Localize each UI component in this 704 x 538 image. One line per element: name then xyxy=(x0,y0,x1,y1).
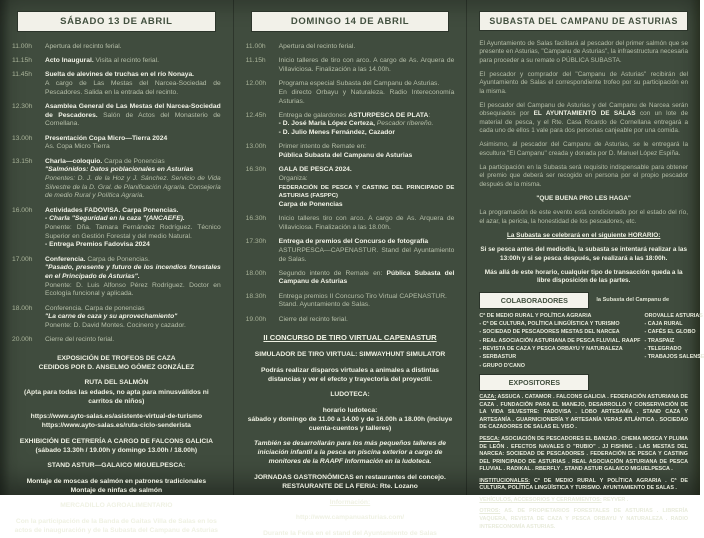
list-item: - SERBASTUR xyxy=(479,354,517,361)
paragraph: El Ayuntamiento de Salas facilitará al pescador del primer salmón que se presente en Asturias, "Campanu de Asturias", la infraestructura necesaria para proceder a su remate o PÚBLICA SUBASTA. xyxy=(479,40,689,64)
schedule-description xyxy=(279,112,455,138)
schedule-line: "Salmónidos: Datos poblacionales en Asturias xyxy=(45,166,194,174)
schedule-entry xyxy=(12,43,221,52)
paragraph: La programación de este evento está condicionado por el estado del río, el azar, la pericia, la honestidad de los pescadores, etc. xyxy=(479,209,689,225)
schedule-entry xyxy=(246,238,455,264)
schedule-time: 11.45h xyxy=(12,71,32,79)
collaborators-label: COLABORADORES xyxy=(479,292,589,309)
schedule-line: Conferencia. Carpa de ponencias xyxy=(45,304,145,312)
paragraph: CAZA: ASSUCA . CATAMOR . FALCONS GALICIA . FEDERACIÓN ASTURIANA DE CAZA . FUNDACIÓN PARA EL MANEJO, DESARROLLO Y CONSERVACIÓN DE LA VIDA SILVESTRE: FADOVISA . LOBO ARTESANÍA . STAND CAZA Y ARTESANÍA . GUARNICIONERÍA Y ARTESANÍA VERAS ATLÁNTICA . SOCIEDAD DE CAZADORES DE SALAS EL VISO . xyxy=(479,394,689,431)
schedule-line: A cargo de Las Mestas del Narcea-Sociedad de Pescadores. Salida en la entrada del recinto. xyxy=(45,80,221,96)
schedule-description xyxy=(45,336,221,345)
schedule-time: 16.30h xyxy=(245,215,267,223)
info-line: Montaje de ninfas de salmón xyxy=(70,486,163,494)
sunday-schedule xyxy=(246,43,455,324)
schedule-line: Ponente: D. Luis Alfonso Pérez Rodríguez. Doctor en Ecología funcional y aplicada. xyxy=(45,281,221,298)
info-line: EXPOSICIÓN DE TROFEOS DE CAZA xyxy=(57,354,176,362)
schedule-description xyxy=(279,57,455,74)
list-item: - TELEGRADO xyxy=(644,346,682,353)
column-auction xyxy=(466,0,704,530)
schedule-description xyxy=(279,316,455,325)
schedule-line: Inicio talleres tiro con arco. A cargo de As. Arquera de Villaviciosa. Finalización a las 18.00h. xyxy=(278,215,455,231)
list-item: - GRUPO D'CANO xyxy=(479,362,525,369)
info-line: SIMULADOR DE TIRO VIRTUAL: SIMWAYHUNT SIMULATOR xyxy=(254,351,446,359)
collaborators-lists xyxy=(479,312,704,371)
schedule-entry xyxy=(12,256,221,300)
schedule-entry xyxy=(246,57,455,74)
info-line: Con la participación de la Banda de Gaitas Villa de Salas en los actos de inauguración y de la Subasta del Campanu de Asturias xyxy=(14,518,219,535)
schedule-line: Cierre del recinto ferial. xyxy=(45,336,115,344)
schedule-entry xyxy=(246,80,455,106)
info-line: horario ludoteca: xyxy=(322,406,378,414)
schedule-line: "Pasado, presente y futuro de los incendios forestales en el Principado de Asturias". xyxy=(45,264,221,280)
collaborators-suffix: la Subasta del Campanu de xyxy=(596,297,670,304)
schedule-description xyxy=(279,270,455,287)
paragraph: VEHÍCULOS, ACCESORIOS Y CERRAMIENTOS: REYVER . xyxy=(479,496,629,503)
schedule-description xyxy=(279,143,455,160)
paragraph: El pescador del Campanu de Asturias y del Campanu de Narcea serán obsequiados por EL AYUNTAMIENTO DE SALAS con un lote de material de pesca, y el Rte. Casa Ricardo de Cornellana entregará a cada uno de ellos 1 vale para dos personas canjeable por una comida. xyxy=(479,101,689,134)
schedule-line: FEDERACIÓN DE PESCA Y CASTING DEL PRINCIPADO DE ASTURIAS (FASPPC) xyxy=(278,184,455,200)
section-title-saturday: SÁBADO 13 DE ABRIL xyxy=(17,11,216,32)
schedule-line: ASTURPESCA—CAPENASTUR. Stand del Ayuntamiento de Salas. xyxy=(278,246,455,263)
schedule-description xyxy=(45,207,221,251)
info-line: Información: xyxy=(329,498,371,506)
schedule-line: As. Copa Micro Tierra xyxy=(45,143,110,151)
paragraph: PESCA: ASOCIACIÓN DE PESCADORES EL BANZAO . CHEMA MOSCA Y PLUMA DE LEÓN . EFECTOS NAVALES O "RUBIO" . JJ FISHING . LAS MESTAS DEL NARCEA: SOCIEDAD DE PESCADORES . FEDERACIÓN DE PESCA Y CASTING DEL PRINCIPADO DE ASTURIAS . REAL ASOCIACIÓN ASTURIANA DE PESCA FLUVIAL . RADIKAL . RBERFLY . STAND ASTUR GALAICO MIGUELPESCA . xyxy=(479,435,689,473)
info-line: sábado y domingo de 11.00 a 14.00 y de 16.00h a 18.00h (incluye cuenta-cuentos y talleres) xyxy=(247,415,453,432)
schedule-time: 17.30h xyxy=(245,238,267,246)
collaborators-list-right xyxy=(644,312,704,371)
schedule-line: Carpa de Ponencias xyxy=(278,201,343,209)
schedule-line: Cierre del recinto ferial. xyxy=(278,315,348,323)
sunday-extras xyxy=(246,333,455,537)
info-line: LUDOTECA: xyxy=(330,391,370,399)
info-line: (sábado 13.30h / 19.00h y domingo 13.00h / 18.00h) xyxy=(35,446,198,454)
schedule-time: 16.30h xyxy=(245,166,267,174)
link-text[interactable]: https://www.ayto-salas.es/ruta-ciclo-senderista xyxy=(41,422,191,430)
schedule-line: En directo Orbayu y Naturaleza. Radio Intereconomía Asturias. xyxy=(278,88,455,105)
schedule-line: Apertura del recinto ferial. xyxy=(45,43,122,50)
paragraph: "QUE BUENA PRO LES HAGA" xyxy=(536,194,631,202)
info-line: CEDIDOS POR D. ANSELMO GÓMEZ GONZÁLEZ xyxy=(38,363,195,371)
schedule-description xyxy=(45,256,221,300)
schedule-line: Asamblea General de Las Mestas del Narcea-Sociedad de Pescadores. Salón de Actos del Monasterio de Cornellana. xyxy=(45,103,221,128)
saturday-schedule xyxy=(12,43,221,345)
schedule-line: Acto Inaugural. Visita al recinto ferial. xyxy=(45,57,159,65)
schedule-line: Entrega premios II Concurso Tiro Virtual CAPENASTUR. xyxy=(278,292,447,300)
schedule-description xyxy=(279,43,455,52)
auction-paragraphs xyxy=(479,40,688,286)
info-line: STAND ASTUR—GALAICO MIGUELPESCA: xyxy=(47,462,186,470)
schedule-time: 20.00h xyxy=(12,336,33,344)
schedule-time: 12.45h xyxy=(245,111,267,119)
schedule-description xyxy=(45,158,221,202)
schedule-time: 18.00h xyxy=(245,269,267,277)
collaborators-list-left xyxy=(479,312,644,371)
paragraph: OTROS: AS. DE PROPIETARIOS FORESTALES DE ASTURIAS . LIBRERÍA VAQUERA, REVISTA DE CAZA Y PESCA ORBAYU Y NATURALEZA . RADIO INTERECONOMÍA ASTURIAS. xyxy=(479,508,689,530)
schedule-entry xyxy=(12,103,221,129)
schedule-line: Stand. Ayuntamiento de Salas. xyxy=(278,301,371,309)
schedule-entry xyxy=(246,166,455,210)
column-sunday xyxy=(233,0,467,537)
schedule-line: Suelta de alevines de truchas en el río Nonaya. xyxy=(45,71,195,79)
schedule-line: Ponentes: D. J. de la Hoz y J. Sánchez. Servicio de Vida Silvestre de la D. Gral. de Planificación Agraria. Consejería de medio Rural y Política Agraria. xyxy=(45,174,221,200)
list-item: - CAJA RURAL xyxy=(644,320,683,327)
schedule-time: 13.00h xyxy=(245,143,267,151)
schedule-description xyxy=(279,215,455,232)
info-line: II CONCURSO DE TIRO VIRTUAL CAPENASTUR xyxy=(263,333,437,343)
schedule-description xyxy=(279,80,455,106)
schedule-line: Inicio talleres de tiro con arco. A cargo de As. Arquera de Villaviciosa. Finalización a las 14.00h. xyxy=(278,57,455,73)
schedule-line: Entrega de premios del Concurso de fotografía xyxy=(278,238,429,246)
schedule-time: 11.15h xyxy=(12,57,32,65)
info-line: EXHIBICIÓN DE CETRERÍA A CARGO DE FALCONS GALICIA xyxy=(19,437,213,445)
schedule-line: "La carne de caza y su aprovechamiento" xyxy=(45,313,178,321)
schedule-description xyxy=(45,43,221,52)
schedule-entry xyxy=(12,57,221,66)
schedule-entry xyxy=(246,215,455,232)
schedule-line: Segundo intento de Remate en: Pública Subasta del Campanu de Asturias xyxy=(278,269,455,286)
schedule-line: - Charla "Seguridad en la caza "(ANCAEFE). xyxy=(45,215,185,223)
schedule-entry xyxy=(12,336,221,345)
list-item: - TRABAJOS SALENSE xyxy=(644,354,704,361)
schedule-line: Actividades FADOVISA. Carpa Ponencias. xyxy=(45,206,179,214)
schedule-line: GALA DE PESCA 2024. xyxy=(278,166,352,174)
schedule-time: 11.00h xyxy=(245,43,266,50)
list-item: - REAL ASOCIACIÓN ASTURIANA DE PESCA FLUVIAL. RAAPF xyxy=(479,337,641,344)
schedule-description xyxy=(45,57,221,66)
schedule-line: Organiza: xyxy=(278,174,308,182)
link-text[interactable]: http://www.campanuasturias.com/ xyxy=(295,514,405,522)
schedule-entry xyxy=(12,135,221,152)
paragraph: INSTITUCIONALES: Cª DE MEDIO RURAL Y POLÍTICA AGRARIA . Cª DE CULTURA, POLÍTICA LINGÜÍSTICA Y TURISMO. AYUNTAMIENTO DE SALAS . xyxy=(479,477,689,492)
saturday-extras xyxy=(12,354,221,535)
paragraph: Más allá de este horario, cualquier tipo de transacción queda a la libre disposición de las partes. xyxy=(484,268,683,285)
list-item: Cª DE MEDIO RURAL Y POLÍTICA AGRARIA xyxy=(479,312,592,319)
schedule-time: 11.00h xyxy=(12,43,32,50)
paragraph: El pescador y comprador del "Campanu de Asturias" recibirán del Ayuntamiento de Salas el correspondiente trofeo por su participación en la misma. xyxy=(479,70,689,95)
list-item: - CAFÉS EL GLOBO xyxy=(644,329,696,336)
list-item: - SOCIEDAD DE PESCADORES MESTAS DEL NARCEA xyxy=(479,329,620,336)
schedule-description xyxy=(45,71,221,97)
schedule-entry xyxy=(12,207,221,251)
info-line: JORNADAS GASTRONÓMICAS en restaurantes del concejo. xyxy=(254,474,446,481)
collaborators-header xyxy=(479,292,688,309)
list-item: - Cª DE CULTURA, POLÍTICA LINGÜÍSTICA Y TURISMO xyxy=(479,320,620,327)
schedule-line: Pública Subasta del Campanu de Asturias xyxy=(278,152,413,160)
schedule-description xyxy=(45,135,221,152)
schedule-time: 16.00h xyxy=(12,206,33,214)
schedule-time: 13.00h xyxy=(12,134,33,142)
list-item: - REVISTA DE CAZA Y PESCA ORBAYU Y NATURALEZA xyxy=(479,346,623,353)
schedule-entry xyxy=(246,43,455,52)
schedule-entry xyxy=(246,316,455,325)
schedule-entry xyxy=(12,71,221,97)
info-line: También se desarrollarán para los más pequeños talleres de iniciación infantil a la pesca en piscina exterior a cargo de monitores de la RAAPF Información en la ludoteca. xyxy=(254,440,446,466)
exhibitors-header xyxy=(479,374,688,391)
schedule-entry xyxy=(246,293,455,310)
schedule-description xyxy=(45,103,221,129)
list-item: - TRASPAIZ xyxy=(644,337,675,344)
section-title-auction: SUBASTA DEL CAMPANU DE ASTURIAS xyxy=(479,11,688,31)
paragraph: Asimismo, al pescador del Campanu de Asturias, se le entregará la escultura "El Campanu" creada y donada por D. Manuel López Espiña. xyxy=(479,141,689,157)
schedule-line: Ponente: D. David Montes. Cocinero y cazador. xyxy=(45,321,186,329)
info-line: (Apta para todas las edades, no apta para minusválidos ni carritos de niños) xyxy=(23,388,209,405)
info-line: RESTAURANTE DE LA FERIA: Rte. Lozano xyxy=(282,483,418,491)
schedule-time: 19.00h xyxy=(245,315,267,323)
schedule-entry xyxy=(12,305,221,331)
schedule-line: Ponente: Dña. Tamara Fernández Rodríguez. Técnico Superior en Gestión Forestal y del medio Natural. xyxy=(45,223,221,240)
info-line: Podrás realizar disparos virtuales a animales a distintas distancias y ver el efecto y trayectoria del proyectil. xyxy=(260,366,440,383)
schedule-description xyxy=(279,238,455,264)
section-title-sunday: DOMINGO 14 DE ABRIL xyxy=(251,11,450,32)
schedule-entry xyxy=(12,158,221,202)
schedule-line: Entrega de galardones ASTURPESCA DE PLATA: xyxy=(278,111,431,119)
schedule-line: Conferencia. Carpa de Ponencias. xyxy=(45,255,150,263)
info-line: Montaje de moscas de salmón en patrones tradicionales xyxy=(26,477,207,485)
exhibitors-label: EXPOSITORES xyxy=(479,374,589,391)
schedule-time: 13.15h xyxy=(12,157,33,165)
schedule-description xyxy=(45,305,221,331)
paragraph: La participación en la Subasta será requisito indispensable para obtener el premio que deberá ser recogido en persona por el propio pescador después de la misma. xyxy=(479,163,689,188)
info-line: RUTA DEL SALMÓN xyxy=(84,379,149,387)
schedule-line: - D. Julio Menes Fernández, Cazador xyxy=(278,129,395,137)
schedule-entry xyxy=(246,270,455,287)
column-saturday xyxy=(0,0,233,535)
info-line: Durante la Feria en el stand del Ayuntamiento de Salas xyxy=(263,529,437,537)
schedule-line: - Entrega Premios Fadovisa 2024 xyxy=(45,241,150,249)
schedule-time: 17.00h xyxy=(12,255,33,263)
exhibitors-paragraphs xyxy=(479,394,688,531)
list-item: OROVALLE ASTURIAS xyxy=(644,312,703,319)
schedule-line: Apertura del recinto ferial. xyxy=(278,43,356,50)
schedule-time: 18.00h xyxy=(12,304,33,312)
schedule-time: 18.30h xyxy=(245,292,267,300)
schedule-entry xyxy=(246,112,455,138)
paragraph: La Subasta se celebrará en el siguiente HORARIO: xyxy=(506,231,661,239)
schedule-description xyxy=(279,293,455,310)
schedule-line: Charla—coloquio. Carpa de Ponencias xyxy=(45,157,165,165)
schedule-description xyxy=(279,166,455,210)
schedule-time: 12.30h xyxy=(12,103,33,111)
schedule-line: Presentación Copa Micro—Tierra 2024 xyxy=(45,134,168,142)
schedule-time: 12.00h xyxy=(245,80,267,88)
schedule-line: Primer intento de Remate en: xyxy=(278,143,367,151)
schedule-entry xyxy=(246,143,455,160)
schedule-line: - D. José María López Certeza, Pescador ribereño. xyxy=(278,120,434,128)
info-line: MERCADILLO AGROALIMENTARIO xyxy=(60,502,173,510)
link-text[interactable]: https://www.ayto-salas.es/asistente-virtual-de-turismo xyxy=(30,413,203,421)
schedule-time: 11.15h xyxy=(245,57,266,65)
schedule-line: Programa especial Subasta del Campanu de Asturias. xyxy=(278,80,440,88)
paragraph: Si se pesca antes del mediodía, la subasta se intentará realizar a las 13:00h y si se pesca después, se realizará a las 18:00h. xyxy=(480,246,688,262)
